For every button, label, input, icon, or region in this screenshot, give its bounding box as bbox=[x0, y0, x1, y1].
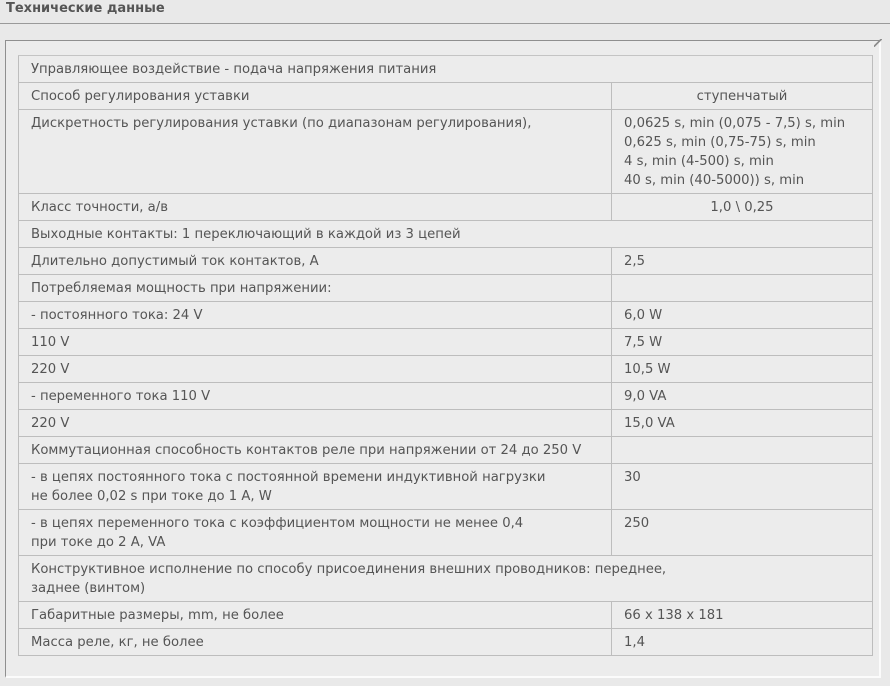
row-label: Потребляемая мощность при напряжении: bbox=[19, 275, 612, 302]
row-value: 66 x 138 x 181 bbox=[612, 602, 873, 629]
row-value: 7,5 W bbox=[612, 329, 873, 356]
row-label: Габаритные размеры, mm, не более bbox=[19, 602, 612, 629]
value-line: 0,625 s, min (0,75-75) s, min bbox=[624, 135, 816, 150]
table-row bbox=[19, 437, 873, 464]
table-row bbox=[19, 464, 873, 510]
table-row bbox=[19, 556, 873, 602]
row-value: 250 bbox=[612, 510, 873, 556]
table-row bbox=[19, 221, 873, 248]
row-label: - постоянного тока: 24 V bbox=[19, 302, 612, 329]
row-value: 9,0 VA bbox=[612, 383, 873, 410]
table-row bbox=[19, 56, 873, 83]
panel-corner-mark bbox=[874, 39, 882, 47]
table-row bbox=[19, 383, 873, 410]
row-label: Коммутационная способность контактов реле при напряжении от 24 до 250 V bbox=[19, 437, 612, 464]
row-value: 15,0 VA bbox=[612, 410, 873, 437]
row-value: 2,5 bbox=[612, 248, 873, 275]
row-label bbox=[19, 464, 612, 510]
label-line: - в цепях постоянного тока с постоянной времени индуктивной нагрузки bbox=[31, 470, 546, 485]
table-row bbox=[19, 248, 873, 275]
row-value bbox=[612, 275, 873, 302]
table-row bbox=[19, 194, 873, 221]
section-title: Технические данные bbox=[6, 1, 165, 16]
spec-table bbox=[18, 55, 873, 656]
row-label: Класс точности, а/в bbox=[19, 194, 612, 221]
table-row bbox=[19, 629, 873, 656]
row-value: 1,4 bbox=[612, 629, 873, 656]
row-label: Управляющее воздействие - подача напряжения питания bbox=[19, 56, 873, 83]
table-row bbox=[19, 329, 873, 356]
row-value bbox=[612, 437, 873, 464]
row-value: 30 bbox=[612, 464, 873, 510]
table-row bbox=[19, 510, 873, 556]
row-label: Масса реле, кг, не более bbox=[19, 629, 612, 656]
row-value: ступенчатый bbox=[612, 83, 873, 110]
row-value: 6,0 W bbox=[612, 302, 873, 329]
row-label bbox=[19, 510, 612, 556]
title-divider bbox=[0, 23, 890, 24]
row-value bbox=[612, 110, 873, 194]
label-line: заднее (винтом) bbox=[31, 581, 146, 596]
label-line: Конструктивное исполнение по способу присоединения внешних проводников: переднее, bbox=[31, 562, 667, 577]
row-value: 1,0 \ 0,25 bbox=[612, 194, 873, 221]
table-row bbox=[19, 275, 873, 302]
table-row bbox=[19, 356, 873, 383]
row-label bbox=[19, 556, 873, 602]
row-label: 220 V bbox=[19, 356, 612, 383]
row-label: - переменного тока 110 V bbox=[19, 383, 612, 410]
table-row bbox=[19, 602, 873, 629]
value-line: 40 s, min (40-5000)) s, min bbox=[624, 173, 805, 188]
label-line: не более 0,02 s при токе до 1 А, W bbox=[31, 489, 272, 504]
label-line: - в цепях переменного тока с коэффициентом мощности не менее 0,4 bbox=[31, 516, 524, 531]
spec-panel bbox=[5, 40, 881, 678]
row-label: Способ регулирования уставки bbox=[19, 83, 612, 110]
row-label: Дискретность регулирования уставки (по диапазонам регулирования), bbox=[19, 110, 612, 194]
value-line: 4 s, min (4-500) s, min bbox=[624, 154, 774, 169]
table-row bbox=[19, 410, 873, 437]
value-line: 0,0625 s, min (0,075 - 7,5) s, min bbox=[624, 116, 846, 131]
row-label: Выходные контакты: 1 переключающий в каждой из 3 цепей bbox=[19, 221, 873, 248]
table-row bbox=[19, 83, 873, 110]
label-line: при токе до 2 А, VA bbox=[31, 535, 166, 550]
row-label: Длительно допустимый ток контактов, А bbox=[19, 248, 612, 275]
row-label: 110 V bbox=[19, 329, 612, 356]
table-row bbox=[19, 302, 873, 329]
table-row bbox=[19, 110, 873, 194]
row-value: 10,5 W bbox=[612, 356, 873, 383]
row-label: 220 V bbox=[19, 410, 612, 437]
